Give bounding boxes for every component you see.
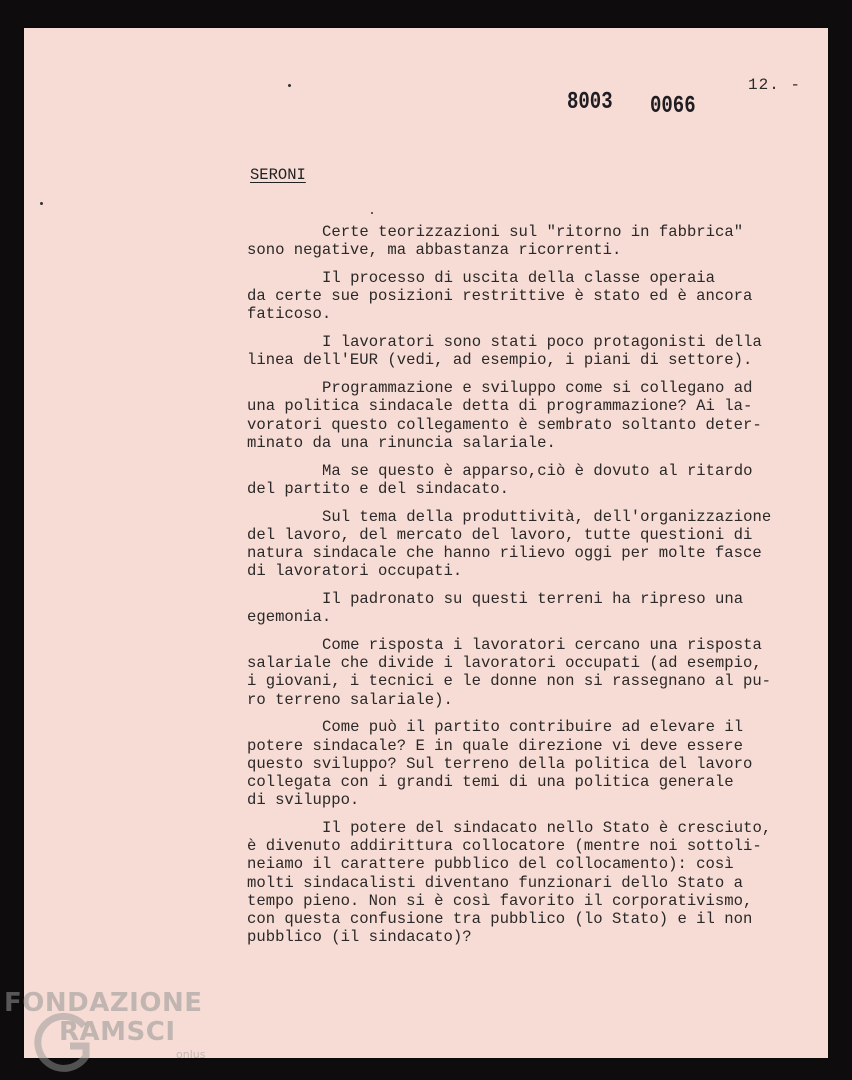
watermark-logo xyxy=(4,988,224,1078)
text-line: collegata con i grandi temi di una politica generale xyxy=(247,773,734,792)
paragraph xyxy=(247,819,807,946)
page-number: 12. - xyxy=(748,76,802,94)
text-line: Ma se questo è apparso,ciò è dovuto al ritardo xyxy=(322,461,753,480)
watermark-suffix: onlus xyxy=(176,1048,206,1061)
text-line: da certe sue posizioni restrittive è stato ed è ancora xyxy=(247,287,753,306)
text-line: faticoso. xyxy=(247,305,332,324)
text-line: pubblico (il sindacato)? xyxy=(247,928,472,947)
text-line: è divenuto addirittura collocatore (mentre noi sottoli- xyxy=(247,837,762,856)
archive-stamp-right: 0066 xyxy=(650,92,696,120)
document-page xyxy=(24,28,828,1058)
text-line: i giovani, i tecnici e le donne non si rassegnano al pu- xyxy=(247,672,772,691)
text-line: Il potere del sindacato nello Stato è cresciuto, xyxy=(322,819,772,838)
paragraph xyxy=(247,269,807,324)
paper-speck xyxy=(288,84,291,87)
text-line: del partito e del sindacato. xyxy=(247,479,510,498)
text-line: Il processo di uscita della classe operaia xyxy=(322,269,716,287)
paragraph xyxy=(247,590,807,626)
text-line: molti sindacalisti diventano funzionari dello Stato a xyxy=(247,873,743,892)
text-line: Sul tema della produttività, dell'organizzazione xyxy=(322,507,772,526)
text-line: egemonia. xyxy=(247,608,332,627)
paragraph xyxy=(247,379,807,452)
text-line: potere sindacale? E in quale direzione vi deve essere xyxy=(247,736,743,755)
text-line: voratori questo collegamento è sembrato soltanto deter- xyxy=(247,415,762,434)
watermark-line1: FONDAZIONE xyxy=(4,988,203,1018)
text-line: con questa confusione tra pubblico (lo Stato) e il non xyxy=(247,910,753,929)
text-line: sono negative, ma abbastanza ricorrenti. xyxy=(247,241,622,260)
text-line: I lavoratori sono stati poco protagonisti della xyxy=(322,333,762,352)
paper-speck xyxy=(371,212,373,214)
paragraph xyxy=(247,636,807,709)
speaker-heading: SERONI xyxy=(250,166,306,184)
text-line: di sviluppo. xyxy=(247,791,360,810)
text-line: neiamo il carattere pubblico del collocamento): così xyxy=(247,855,734,874)
paper-speck xyxy=(40,202,43,205)
text-line: del lavoro, del mercato del lavoro, tutte questioni di xyxy=(247,525,753,544)
text-line: Come risposta i lavoratori cercano una risposta xyxy=(322,636,762,655)
text-line: linea dell'EUR (vedi, ad esempio, i piani di settore). xyxy=(247,351,753,370)
text-line: questo sviluppo? Sul terreno della politica del lavoro xyxy=(247,754,753,773)
paragraph xyxy=(247,223,807,259)
paragraph xyxy=(247,508,807,581)
paragraph xyxy=(247,718,807,809)
text-line: Programmazione e sviluppo come si collegano ad xyxy=(322,379,753,398)
text-line: Certe teorizzazioni sul "ritorno in fabbrica" xyxy=(322,223,744,241)
text-line: ro terreno salariale). xyxy=(247,690,453,709)
text-line: salariale che divide i lavoratori occupati (ad esempio, xyxy=(247,654,762,673)
paragraph xyxy=(247,462,807,498)
text-line: minato da una rinuncia salariale. xyxy=(247,433,556,452)
watermark-line2: RAMSCI xyxy=(59,1017,176,1047)
text-line: di lavoratori occupati. xyxy=(247,562,463,581)
text-line: Come può il partito contribuire ad elevare il xyxy=(322,718,744,737)
text-line: tempo pieno. Non si è così favorito il corporativismo, xyxy=(247,891,753,910)
text-line: Il padronato su questi terreni ha ripreso una xyxy=(322,590,744,609)
text-line: natura sindacale che hanno rilievo oggi per molte fasce xyxy=(247,544,762,563)
archive-stamp-left: 8003 xyxy=(567,88,613,116)
document-body xyxy=(247,223,807,956)
text-line: una politica sindacale detta di programmazione? Ai la- xyxy=(247,397,753,416)
paragraph xyxy=(247,333,807,369)
